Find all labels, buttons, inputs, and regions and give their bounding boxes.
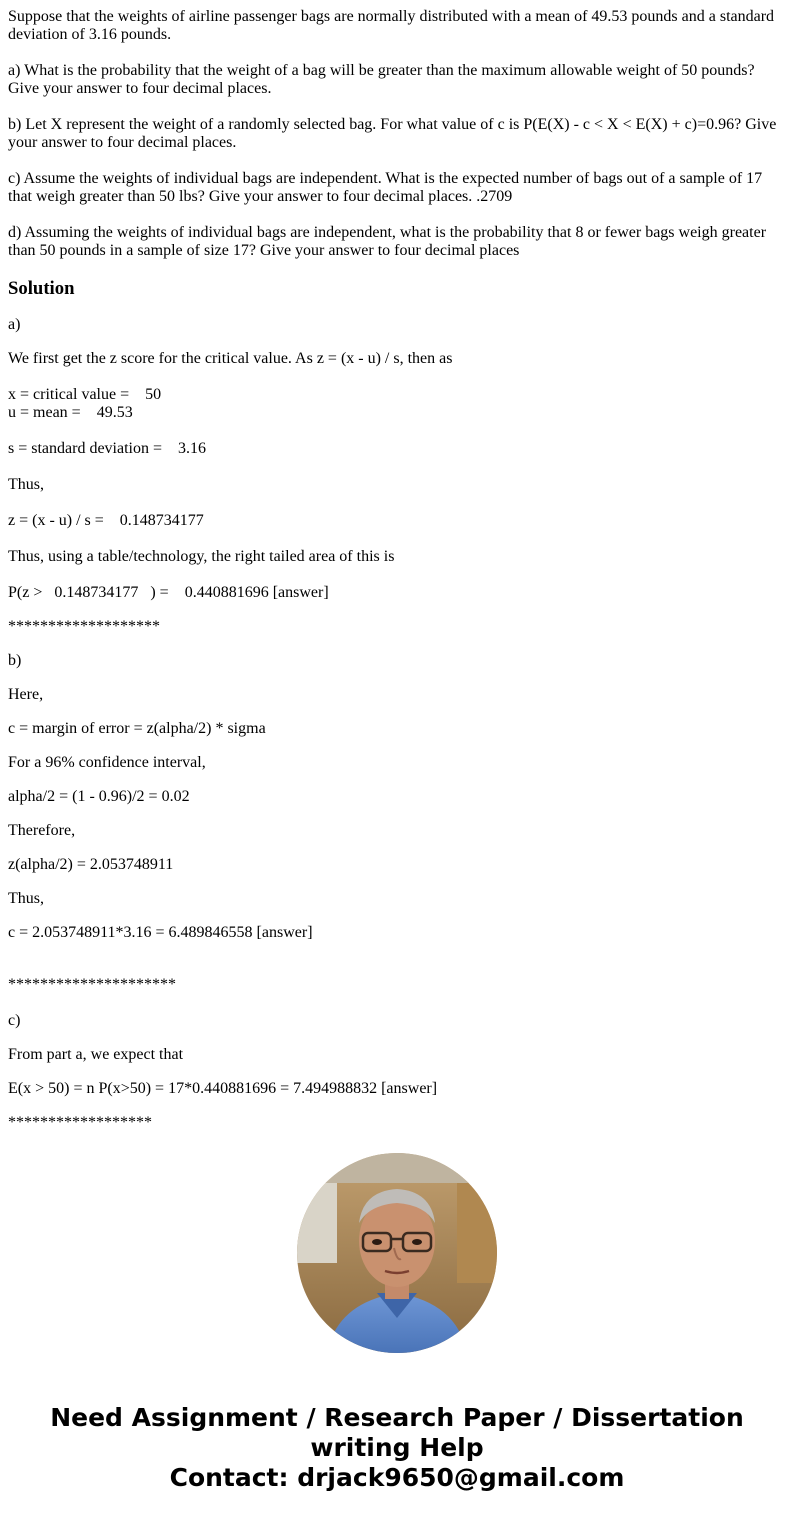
question-part-a: a) What is the probability that the weight of a bag will be greater than the maximum allowable weight of 50 pounds? Give your answer to four decimal places.: [8, 62, 755, 97]
separator: *********************: [8, 976, 176, 993]
separator: *******************: [8, 618, 160, 635]
expected-value-answer: E(x > 50) = n P(x>50) = 17*0.440881696 = 7.494988832 [answer]: [8, 1080, 438, 1097]
question-section: [8, 0, 786, 260]
critical-value-line: x = critical value = 50: [8, 386, 162, 403]
question-part-c: c) Assume the weights of individual bags are independent. What is the expected number of bags out of a sample of 17 that weigh greater than 50 lbs? Give your answer to four decimal places. .2709: [8, 170, 763, 205]
thus-text: Thus,: [8, 890, 44, 907]
footer-contact: Contact: drjack9650@gmail.com: [169, 1463, 625, 1492]
solution-section: [8, 316, 786, 1132]
c-answer: c = 2.053748911*3.16 = 6.489846558 [answer]: [8, 924, 313, 941]
here-text: Here,: [8, 686, 44, 703]
from-part-a-text: From part a, we expect that: [8, 1046, 184, 1063]
question-intro: Suppose that the weights of airline passenger bags are normally distributed with a mean of 49.53 pounds and a standard deviation of 3.16 pounds.: [8, 8, 775, 43]
therefore-text: Therefore,: [8, 822, 76, 839]
mean-line: u = mean = 49.53: [8, 404, 133, 421]
footer-line-1: Need Assignment / Research Paper / Dissertation: [50, 1403, 744, 1432]
question-part-d: d) Assuming the weights of individual bags are independent, what is the probability that 8 or fewer bags weigh greater than 50 pounds in a sample of size 17? Give your answer to four decimal places: [8, 224, 767, 259]
confidence-interval-line: For a 96% confidence interval,: [8, 754, 206, 771]
margin-of-error-line: c = margin of error = z(alpha/2) * sigma: [8, 720, 266, 737]
separator: ******************: [8, 1114, 152, 1131]
avatar: [297, 1153, 497, 1353]
solution-heading: Solution: [8, 278, 75, 299]
question-part-b: b) Let X represent the weight of a randomly selected bag. For what value of c is P(E(X) - c < X < E(X) + c)=0.96? Give your answer to four decimal places.: [8, 116, 777, 151]
avatar-portrait: [297, 1153, 497, 1353]
contact-footer: [0, 1403, 794, 1493]
alpha-line: alpha/2 = (1 - 0.96)/2 = 0.02: [8, 788, 190, 805]
solution-a-intro: We first get the z score for the critical value. As z = (x - u) / s, then as: [8, 350, 453, 367]
z-score-line: z = (x - u) / s = 0.148734177: [8, 512, 204, 529]
solution-part-c-label: c): [8, 1012, 21, 1029]
solution-part-b-label: b): [8, 652, 22, 669]
z-alpha-line: z(alpha/2) = 2.053748911: [8, 856, 174, 873]
tail-area-text: Thus, using a table/technology, the right tailed area of this is: [8, 548, 395, 565]
probability-answer: P(z > 0.148734177 ) = 0.440881696 [answer]: [8, 584, 329, 601]
footer-line-2: writing Help: [310, 1433, 484, 1462]
std-dev-line: s = standard deviation = 3.16: [8, 440, 207, 457]
solution-part-a-label: a): [8, 316, 21, 333]
thus-text: Thus,: [8, 476, 44, 493]
